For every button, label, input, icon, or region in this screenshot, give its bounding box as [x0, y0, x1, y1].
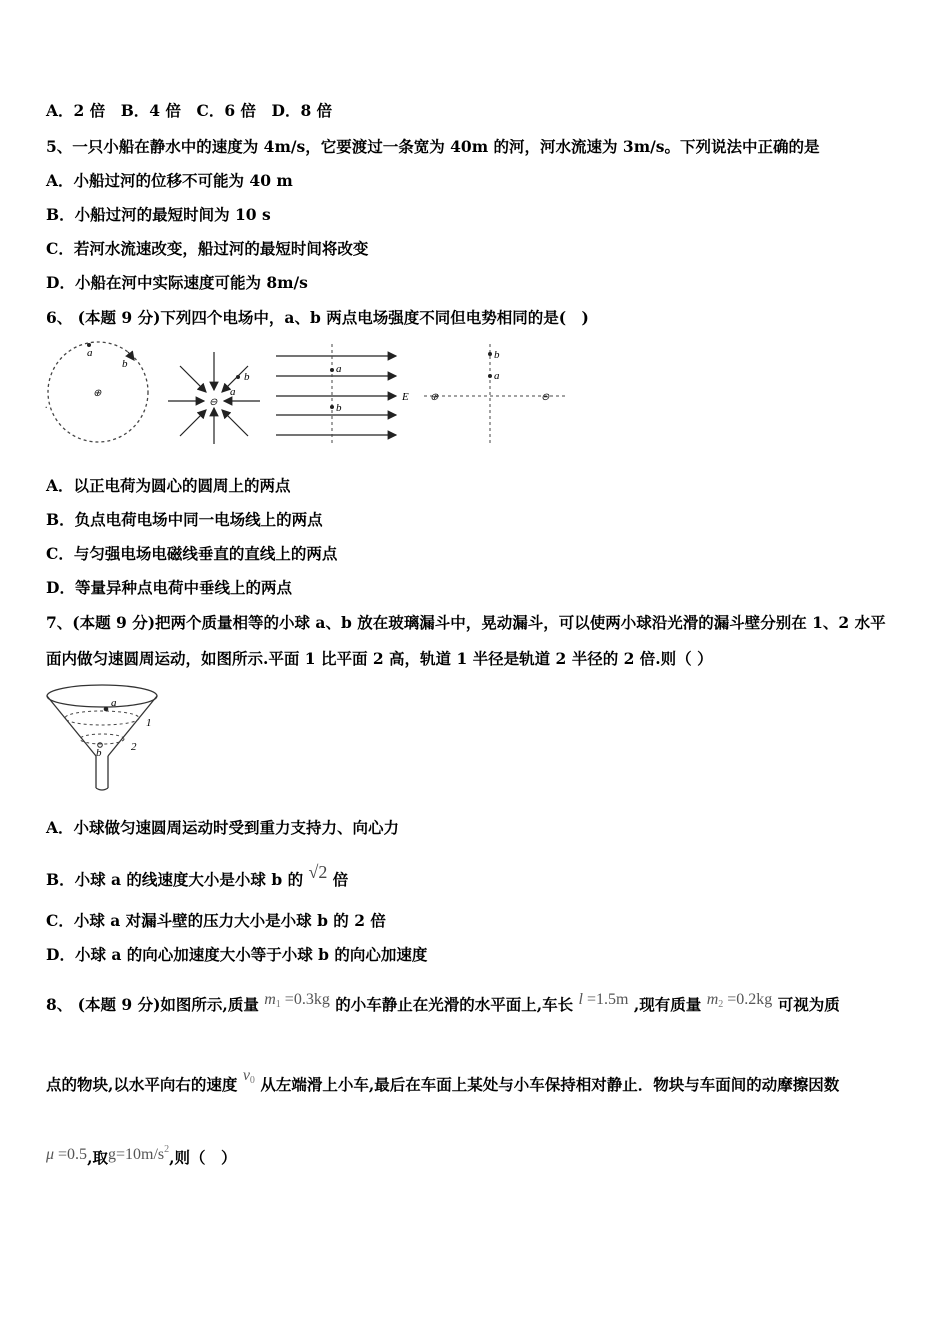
q8-text-7: ,取	[87, 1148, 108, 1167]
q8-text-3: ,现有质量	[633, 995, 702, 1014]
q6-stem: 6、 (本题 9 分)下列四个电场中，a、b 两点电场强度不同但电势相同的是( )	[46, 308, 589, 327]
q5-option-b: B．小船过河的最短时间为 10 s	[46, 205, 271, 224]
minus-charge-icon: ⊖	[209, 397, 218, 408]
q7-stem-line2: 面内做匀速圆周运动，如图所示.平面 1 比平面 2 高，轨道 1 半径是轨道 2 半径的 2 倍.则（ ）	[46, 649, 713, 668]
q8-line3	[46, 1140, 237, 1168]
v0-math: $v_0$	[242, 1067, 255, 1086]
q6-option-c: C．与匀强电场电磁线垂直的直线上的两点	[46, 544, 338, 563]
panel-dipole	[424, 344, 568, 446]
g-math: $g=10m/s^2$	[107, 1144, 170, 1163]
fig7-label-a: a	[111, 697, 117, 709]
q7-stem-line1: 7、(本题 9 分)把两个质量相等的小球 a、b 放在玻璃漏斗中，晃动漏斗，可以使两小球沿光滑的漏斗壁分别在 1、2 水平	[46, 613, 886, 632]
fig6-label-a3: a	[336, 363, 342, 375]
q4-options: A．2 倍 B．4 倍 C．6 倍 D．8 倍	[46, 101, 333, 120]
q8-line2	[46, 1066, 839, 1095]
mu-math: μ =0.5	[46, 1146, 88, 1163]
fig6-label-a4: a	[494, 370, 500, 382]
panel-circle	[45, 342, 148, 442]
m2-math: $m_2 =0.2kg$	[706, 991, 773, 1010]
q7-option-c: C．小球 a 对漏斗壁的压力大小是小球 b 的 2 倍	[46, 911, 386, 930]
q8-text-6: 从左端滑上小车,最后在车面上某处与小车保持相对静止．物块与车面间的动摩擦因数	[260, 1075, 840, 1094]
q8-text-4: 可视为质	[777, 995, 840, 1014]
q8-text-2: 的小车静止在光滑的水平面上,车长	[335, 995, 574, 1014]
panel-uniform-field	[276, 344, 409, 444]
q8-text-5: 点的物块,以水平向右的速度	[46, 1075, 238, 1094]
q7-option-d: D．小球 a 的向心加速度大小等于小球 b 的向心加速度	[46, 945, 428, 964]
q6-option-b: B．负点电荷电场中同一电场线上的两点	[46, 510, 323, 529]
m1-math: $m_1 =0.3kg$	[264, 991, 330, 1010]
svg-text:.: .	[45, 397, 48, 411]
q8-text-1: 8、 (本题 9 分)如图所示,质量	[46, 995, 259, 1014]
fig6-label-E: E	[402, 391, 409, 403]
fig6-label-a2: a	[230, 386, 236, 398]
q6-field-figure	[44, 340, 584, 452]
fig6-label-b: b	[122, 358, 128, 370]
plus-charge-icon: ⊕	[93, 388, 102, 399]
fig6-label-b4: b	[494, 349, 500, 361]
q7-option-b	[46, 862, 348, 890]
q5-stem: 5、一只小船在静水中的速度为 4m/s，它要渡过一条宽为 40m 的河，河水流速为 3m/s。下列说法中正确的是	[46, 137, 820, 156]
dipole-plus-icon: ⊕	[430, 392, 439, 403]
q8-line1	[46, 990, 840, 1015]
fig7-label-b: b	[96, 747, 102, 759]
fig6-label-b3: b	[336, 402, 342, 414]
fig6-label-b2: b	[244, 371, 250, 383]
q6-option-d: D．等量异种点电荷中垂线上的两点	[46, 578, 292, 597]
q7-option-b-pre: B．小球 a 的线速度大小是小球 b 的	[46, 870, 304, 889]
q5-option-c: C．若河水流速改变，船过河的最短时间将改变	[46, 239, 369, 258]
panel-negative-charge	[168, 352, 260, 444]
q5-option-d: D．小船在河中实际速度可能为 8m/s	[46, 273, 308, 292]
sqrt2-math: √2	[308, 862, 328, 882]
dipole-minus-icon: ⊖	[541, 392, 550, 403]
q6-option-a: A．以正电荷为圆心的圆周上的两点	[46, 476, 291, 495]
q8-text-8: ,则（ ）	[169, 1148, 237, 1167]
q7-option-b-post: 倍	[332, 870, 349, 889]
q7-option-a: A．小球做匀速圆周运动时受到重力支持力、向心力	[46, 818, 400, 837]
fig7-label-1: 1	[146, 717, 152, 729]
q5-option-a: A．小船过河的位移不可能为 40 m	[46, 171, 293, 190]
l-math: l =1.5m	[578, 991, 629, 1008]
fig7-label-2: 2	[131, 741, 137, 753]
q7-funnel-figure	[44, 682, 166, 794]
fig6-label-a: a	[87, 347, 93, 359]
